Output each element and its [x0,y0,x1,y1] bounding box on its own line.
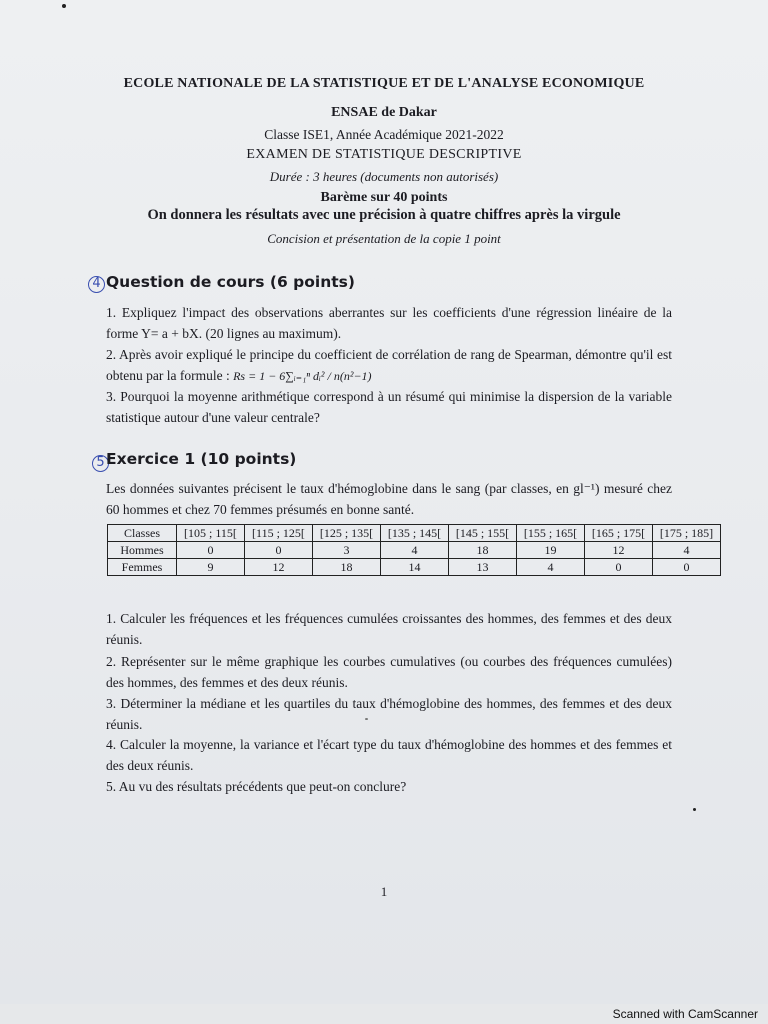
table-cell: 0 [177,542,245,559]
exercice1-intro: Les données suivantes précisent le taux d'hémoglobine dans le sang (par classes, en gl⁻¹) mesuré chez 60 hommes et chez 70 femmes présumés en bonne santé. [106,481,672,517]
exercice1-question-3: 3. Déterminer la médiane et les quartiles du taux d'hémoglobine des hommes, des femmes et des deux réunis. [106,696,672,732]
table-cell: 12 [245,559,313,576]
table-cell: 14 [381,559,449,576]
table-cell: 4 [381,542,449,559]
exam-duration: Durée : 3 heures (documents non autorisés) [269,169,499,184]
class-year: Classe ISE1, Année Académique 2021-2022 [264,127,504,142]
exercice1-question-1: 1. Calculer les fréquences et les fréquences cumulées croissantes des hommes, des femmes et des deux réunis. [106,611,672,647]
table-cell: 0 [653,559,721,576]
paper-speck [693,808,696,811]
handwritten-mark-cours: 4 [88,276,105,293]
spearman-formula: Rs = 1 − 6∑ᵢ₌₁ⁿ dᵢ² / n(n²−1) [233,369,372,383]
table-header-cell: [145 ; 155[ [449,525,517,542]
exercice1-question-2: 2. Représenter sur le même graphique les courbes cumulatives (ou courbes des fréquences cumulées) des hommes, des femmes et des deux réunis. [106,654,672,690]
table-header-cell: [125 ; 135[ [313,525,381,542]
school-subtitle: ENSAE de Dakar [331,105,437,120]
question-cours-item-2-text: 2. Après avoir expliqué le principe du coefficient de corrélation de rang de Spearman, démontre qu'il est obtenu par la formule : [106,347,672,383]
paper-speck [62,4,66,8]
table-cell: 19 [517,542,585,559]
school-name: ECOLE NATIONALE DE LA STATISTIQUE ET DE L'ANALYSE ECONOMIQUE [123,76,645,91]
question-cours-item-2 [106,344,672,387]
page-number: 1 [380,884,388,899]
hemoglobin-table [107,524,721,576]
table-cell: 9 [177,559,245,576]
table-row-femmes [108,559,721,576]
exercice1-title: Exercice 1 (10 points) [106,450,297,468]
table-header-cell: [105 ; 115[ [177,525,245,542]
exam-title: EXAMEN DE STATISTIQUE DESCRIPTIVE [246,147,522,162]
table-header-cell: Classes [108,525,177,542]
table-header-cell: [135 ; 145[ [381,525,449,542]
handwritten-mark-exercice: 5 [92,455,109,472]
table-cell: 0 [245,542,313,559]
table-cell: 12 [585,542,653,559]
concision-note: Concision et présentation de la copie 1 point [267,231,501,246]
table-cell: 13 [449,559,517,576]
table-cell: 0 [585,559,653,576]
table-cell: Femmes [108,559,177,576]
table-cell: 18 [313,559,381,576]
table-cell: 3 [313,542,381,559]
scanner-watermark: Scanned with CamScanner [612,1007,758,1021]
table-header-cell: [165 ; 175[ [585,525,653,542]
table-row-hommes [108,542,721,559]
table-header-cell: [175 ; 185] [653,525,721,542]
table-header-row [108,525,721,542]
exam-bareme: Barème sur 40 points [320,190,448,205]
table-cell: 4 [517,559,585,576]
exercice1-question-5: 5. Au vu des résultats précédents que peut-on conclure? [106,779,407,794]
exercice1-question-4: 4. Calculer la moyenne, la variance et l'écart type du taux d'hémoglobine des hommes et des femmes et des deux réunis. [106,737,672,773]
question-cours-item-1: 1. Expliquez l'impact des observations aberrantes sur les coefficients d'une régression linéaire de la forme Y= a + bX. (20 lignes au maximum). [106,305,672,341]
question-cours-title: Question de cours (6 points) [106,273,355,291]
question-cours-item-3: 3. Pourquoi la moyenne arithmétique correspond à un résumé qui minimise la dispersion de la variable statistique autour d'une valeur centrale? [106,389,672,425]
table-cell: 18 [449,542,517,559]
precision-note: On donnera les résultats avec une précision à quatre chiffres après la virgule [147,207,621,223]
table-cell: Hommes [108,542,177,559]
table-cell: 4 [653,542,721,559]
table-header-cell: [155 ; 165[ [517,525,585,542]
table-header-cell: [115 ; 125[ [245,525,313,542]
